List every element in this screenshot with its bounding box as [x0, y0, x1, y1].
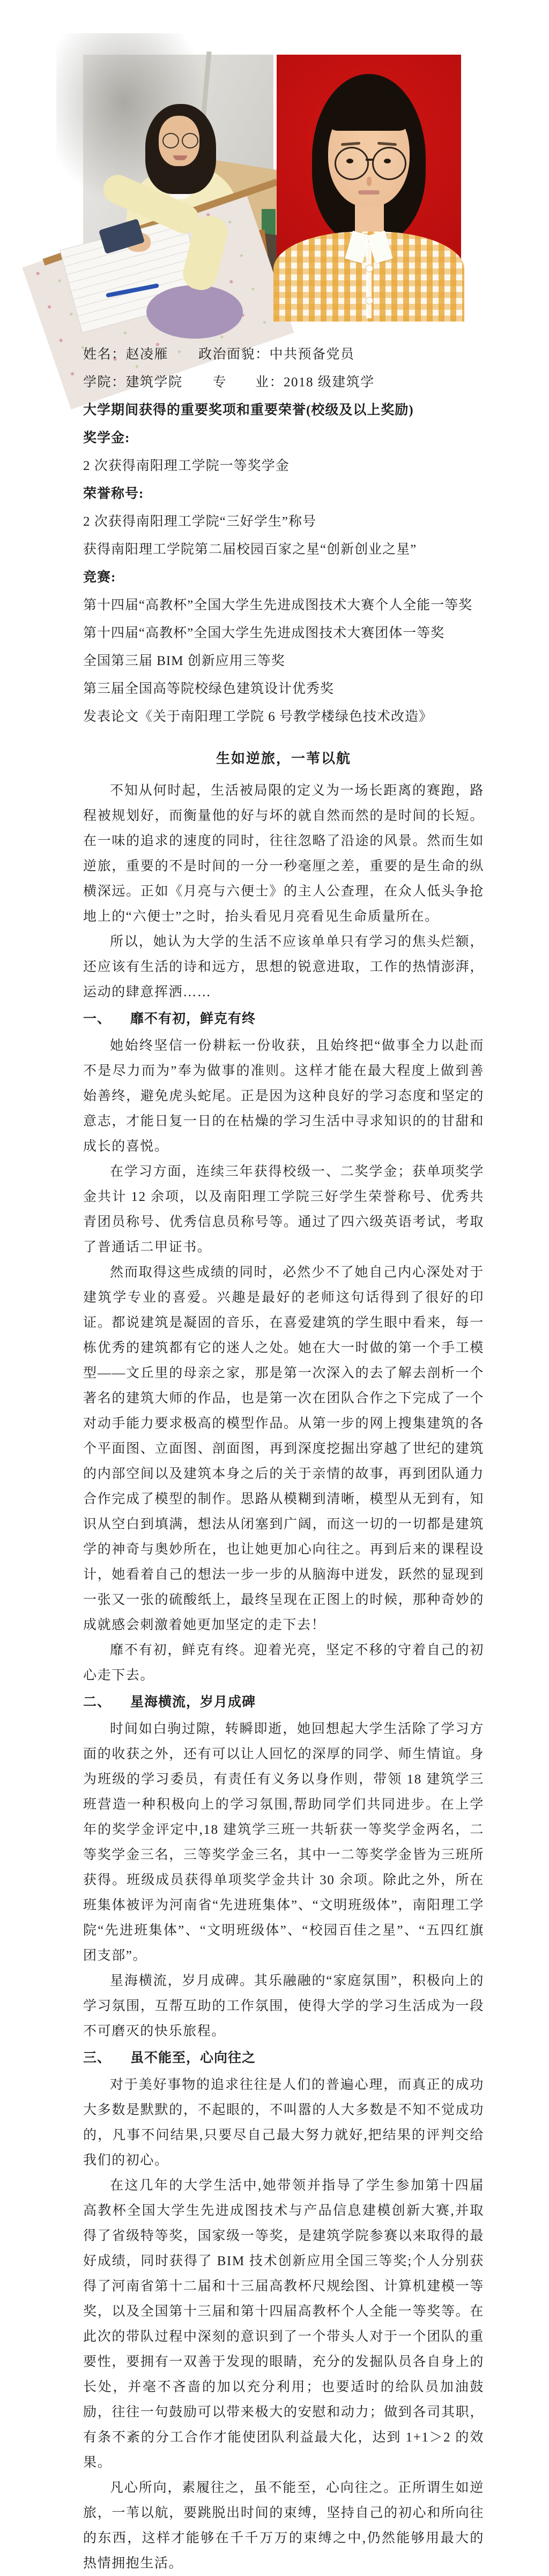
name-value: 赵凌雁: [125, 347, 169, 362]
award-item: 全国第三届 BIM 创新应用三等奖: [83, 654, 285, 668]
award-item: 2 次获得南阳理工学院一等奖学金: [83, 459, 290, 473]
essay-paragraph: 对于美好事物的追求往往是人们的普遍心理，而真正的成功大多数是默默的，不起眼的，不叫嚣的人大多数是不知不觉成功的，凡事不问结果,只要尽自己最大努力就好,把结果的评判交给我们的初心。: [83, 2078, 484, 2168]
name-label: 姓名：: [83, 347, 126, 362]
political-label: 政治面貌：: [198, 347, 270, 362]
section-title: 靡不有初，鲜克有终: [130, 1012, 256, 1026]
section-heading-honor-title: 荣誉称号:: [83, 487, 144, 501]
essay-paragraph: 靡不有初，鲜克有终。迎着光亮，坚定不移的守着自己的初心走下去。: [83, 1643, 484, 1683]
essay-paragraph: 不知从何时起，生活被局限的定义为一场长距离的赛跑，路程被规划好，而衡量他的好与坏的就自然而然的是时间的长短。在一味的追求的速度的同时，往往忽略了沿途的风景。然而生如逆旅，重要的不是时间的一分一秒毫厘之差，重要的是生命的纵横深远。正如《月亮与六便士》的主人公查理，在众人低头争抢地上的“六便士”之时，抬头看见月亮看见生命质量所在。: [83, 783, 484, 924]
essay-section-heading-3: [83, 2045, 484, 2071]
essay-title: 生如逆旅，一苇以航: [216, 751, 351, 766]
political-value: 中共预备党员: [269, 347, 355, 362]
essay-paragraph: 时间如白驹过隙，转瞬即逝，她回想起大学生活除了学习方面的收获之外，还有可以让人回忆的深厚的同学、师生情谊。身为班级的学习委员，有责任有义务以身作则，带领 18 建筑学三班营造一种积极向上的学习氛围,帮助同学们共同进步。在上学年的奖学金评定中,18 建筑学三班一共斩获一等奖学金两名，二等奖学金三名，三等奖学金三名，其中一二等奖学金皆为三班所获得。班级成员获得单项奖学金共计 30 余项。除此之外，所在班集体被评为河南省“先进班集体”、“文明班级体”，南阳理工学院“先进班集体”、“文明班级体”、“校园百佳之星”、“五四红旗团支部”。: [83, 1722, 484, 1963]
section-title: 虽不能至，心向往之: [130, 2051, 256, 2065]
award-item: 2 次获得南阳理工学院“三好学生”称号: [83, 514, 316, 529]
essay-section-heading-2: [83, 1690, 484, 1715]
portrait-glasses-bridge: [366, 159, 373, 161]
photo-id-portrait: [277, 55, 461, 318]
portrait-mouth: [358, 190, 380, 195]
essay-paragraph: 在学习方面，连续三年获得校级一、二奖学金；获单项奖学金共计 12 余项，以及南阳理工学院三好学生荣誉称号、优秀共青团员称号、优秀信息员称号等。通过了四六级英语考试，考取了普通话二甲证书。: [83, 1164, 484, 1255]
section-number: 二、: [83, 1695, 112, 1709]
award-item: 第三届全国高等院校绿色建筑设计优秀奖: [83, 682, 335, 696]
essay-paragraph: 在这几年的大学生活中,她带领并指导了学生参加第十四届高教杯全国大学生先进成图技术与产品信息建模创新大赛,并取得了省级特等奖，国家级一等奖，是建筑学院参赛以来取得的最好成绩，同时获得了 BIM 技术创新应用全国三等奖;个人分别获得了河南省第十二届和十三届高教杯尺规绘图、计算机建模一等奖，以及全国第十三届和第十四届高教杯个人全能一等奖等。在此次的带队过程中深刻的意识到了一个带头人对于一个团队的重要性，要拥有一双善于发现的眼睛，充分的发掘队员各自身上的长处，并毫不吝啬的加以充分利用；也要适时的给队员加油鼓励，往往一句鼓励可以带来极大的安慰和动力；做到各司其职，有条不紊的分工合作才能使团队利益最大化，达到 1+1＞2 的效果。: [83, 2178, 484, 2470]
essay-paragraph: 星海横流，岁月成碑。其乐融融的“家庭氛围”，积极向上的学习氛围，互帮互助的工作氛围，使得大学的学习生活成为一段不可磨灭的快乐旅程。: [83, 1974, 484, 2039]
college-value: 建筑学院: [125, 375, 183, 390]
college-label: 学院：: [83, 375, 126, 390]
award-item: 获得南阳理工学院第二届校园百家之星“创新创业之星”: [83, 542, 417, 557]
essay-paragraph: 所以，她认为大学的生活不应该单单只有学习的焦头烂额，还应该有生活的诗和远方，思想的锐意进取，工作的热情澎湃，运动的肆意挥洒……: [83, 935, 484, 999]
profile-line-college: [83, 369, 484, 397]
photo-study-desk: [83, 55, 273, 316]
portrait-left-eye: [346, 159, 353, 163]
shirt-placket: [366, 242, 372, 318]
round-glasses-right-lens: [182, 133, 198, 148]
shirt-button: [366, 265, 373, 272]
award-item: 第十四届“高教杯”全国大学生先进成图技术大赛个人全能一等奖: [83, 598, 473, 613]
award-item: 第十四届“高教杯”全国大学生先进成图技术大赛团体一等奖: [83, 626, 445, 640]
document-body: [83, 341, 484, 2576]
section-number: 三、: [83, 2051, 112, 2065]
section-number: 一、: [83, 1012, 112, 1026]
section-heading-scholarship: 奖学金:: [83, 431, 130, 445]
portrait-nose: [367, 177, 372, 186]
shirt-button: [366, 297, 373, 304]
profile-line-name: [83, 341, 484, 369]
award-item: 发表论文《关于南阳理工学院 6 号教学楼绿色技术改造》: [83, 710, 433, 724]
major-value: 2018 级建筑学: [284, 375, 375, 390]
section-title: 星海横流，岁月成碑: [130, 1695, 256, 1709]
section-heading-competition: 竞赛:: [83, 570, 116, 585]
essay-paragraph: 她始终坚信一份耕耘一份收获，且始终把“做事全力以赴而不是尽力而为”奉为做事的准则。这样才能在最大程度上做到善始善终，避免虎头蛇尾。正是因为这种良好的学习态度和坚定的意志，才能日复一日的在枯燥的学习生活中寻求知识的的甘甜和成长的喜悦。: [83, 1039, 484, 1154]
essay-section-heading-1: [83, 1006, 484, 1032]
portrait-fringe: [327, 91, 411, 131]
essay-paragraph: 然而取得这些成绩的同时，必然少不了她自己内心深处对于建筑学专业的喜爱。兴趣是最好的老师这句话得到了很好的印证。都说建筑是凝固的音乐，在喜爱建筑的学生眼中看来，每一栋优秀的建筑都有它的迷人之处。她在大一时做的第一个手工模型——文丘里的母亲之家，那是第一次深入的去了解去剖析一个著名的建筑大师的作品，也是第一次在团队合作之下完成了一个对动手能力要求极高的模型作品。从第一步的网上搜集建筑的各个平面图、立面图、剖面图，再到深度挖掘出穿越了世纪的建筑的内部空间以及建筑本身之后的关于亲情的故事，再到团队通力合作完成了模型的制作。思路从模糊到清晰，模型从无到有，知识从空白到填满，想法从闭塞到广阔，而这一切的一切都是建筑学的神奇与奥妙所在，也让她更加心向往之。再到后来的课程设计，她看着自己的想法一步一步的从脑海中迸发，跃然的显现到一张又一张的硫酸纸上，最终呈现在正图上的时候，那种奇妙的成就感会刺激着她更加坚定的走下去！: [83, 1265, 484, 1632]
essay-paragraph: 凡心所向，素履往之，虽不能至，心向往之。正所谓生如逆旅，一苇以航，要跳脱出时间的束缚，坚持自己的初心和所向往的东西，这样才能够在千千万万的束缚之中,仍然能够用最大的热情拥抱生活。: [83, 2481, 484, 2571]
photo-row: [83, 55, 461, 318]
portrait-right-eye: [384, 159, 391, 163]
portrait-glasses-right-lens: [372, 147, 406, 180]
portrait-glasses-left-lens: [335, 147, 369, 180]
awards-title: 大学期间获得的重要奖项和重要荣誉(校级及以上奖励): [83, 403, 414, 417]
major-label: 专 业：: [212, 375, 284, 390]
purple-cloth-patch: [146, 285, 243, 339]
round-glasses-left-lens: [162, 133, 179, 148]
